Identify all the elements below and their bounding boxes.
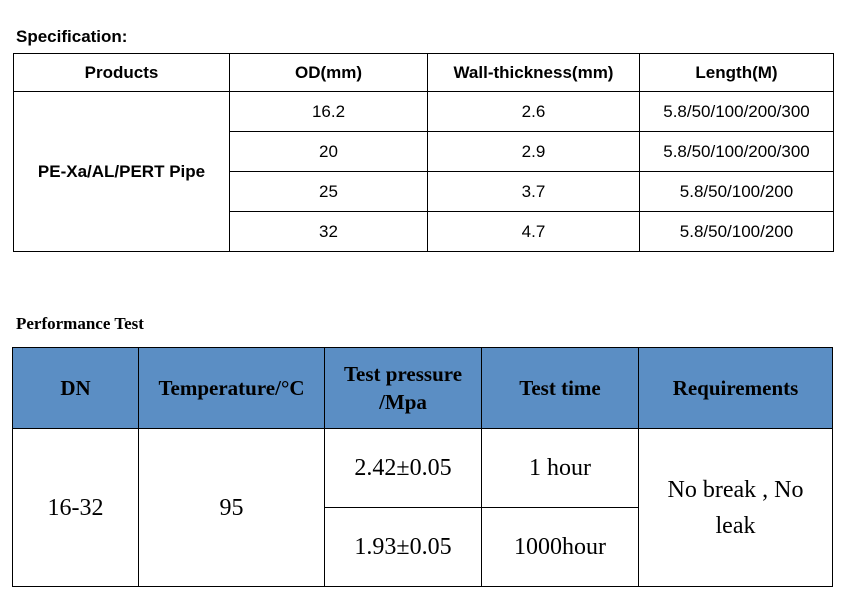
performance-title: Performance Test bbox=[16, 314, 144, 333]
pressure-cell: 1.93±0.05 bbox=[325, 508, 482, 587]
wall-cell: 2.6 bbox=[428, 92, 640, 132]
table-row bbox=[13, 429, 833, 508]
od-cell: 16.2 bbox=[230, 92, 428, 132]
specification-title: Specification: bbox=[16, 27, 128, 46]
od-cell: 25 bbox=[230, 172, 428, 212]
spec-header-row bbox=[14, 54, 834, 92]
od-cell: 32 bbox=[230, 212, 428, 252]
table-row bbox=[14, 92, 834, 132]
header-od: OD(mm) bbox=[230, 54, 428, 92]
length-cell: 5.8/50/100/200 bbox=[640, 172, 834, 212]
temperature-cell: 95 bbox=[139, 429, 325, 587]
performance-table bbox=[12, 347, 833, 587]
header-dn: DN bbox=[13, 348, 139, 429]
wall-cell: 3.7 bbox=[428, 172, 640, 212]
length-cell: 5.8/50/100/200/300 bbox=[640, 92, 834, 132]
dn-cell: 16-32 bbox=[13, 429, 139, 587]
pressure-cell: 2.42±0.05 bbox=[325, 429, 482, 508]
perf-header-row bbox=[13, 348, 833, 429]
header-test-time: Test time bbox=[482, 348, 639, 429]
header-length: Length(M) bbox=[640, 54, 834, 92]
product-name: PE-Xa/AL/PERT Pipe bbox=[14, 92, 230, 252]
wall-cell: 2.9 bbox=[428, 132, 640, 172]
length-cell: 5.8/50/100/200/300 bbox=[640, 132, 834, 172]
header-requirements: Requirements bbox=[639, 348, 833, 429]
header-temperature: Temperature/°C bbox=[139, 348, 325, 429]
wall-cell: 4.7 bbox=[428, 212, 640, 252]
requirements-cell: No break , No leak bbox=[639, 429, 833, 587]
time-cell: 1000hour bbox=[482, 508, 639, 587]
length-cell: 5.8/50/100/200 bbox=[640, 212, 834, 252]
header-test-pressure: Test pressure /Mpa bbox=[325, 348, 482, 429]
header-wall-thickness: Wall-thickness(mm) bbox=[428, 54, 640, 92]
specification-table bbox=[13, 53, 834, 252]
header-products: Products bbox=[14, 54, 230, 92]
od-cell: 20 bbox=[230, 132, 428, 172]
time-cell: 1 hour bbox=[482, 429, 639, 508]
